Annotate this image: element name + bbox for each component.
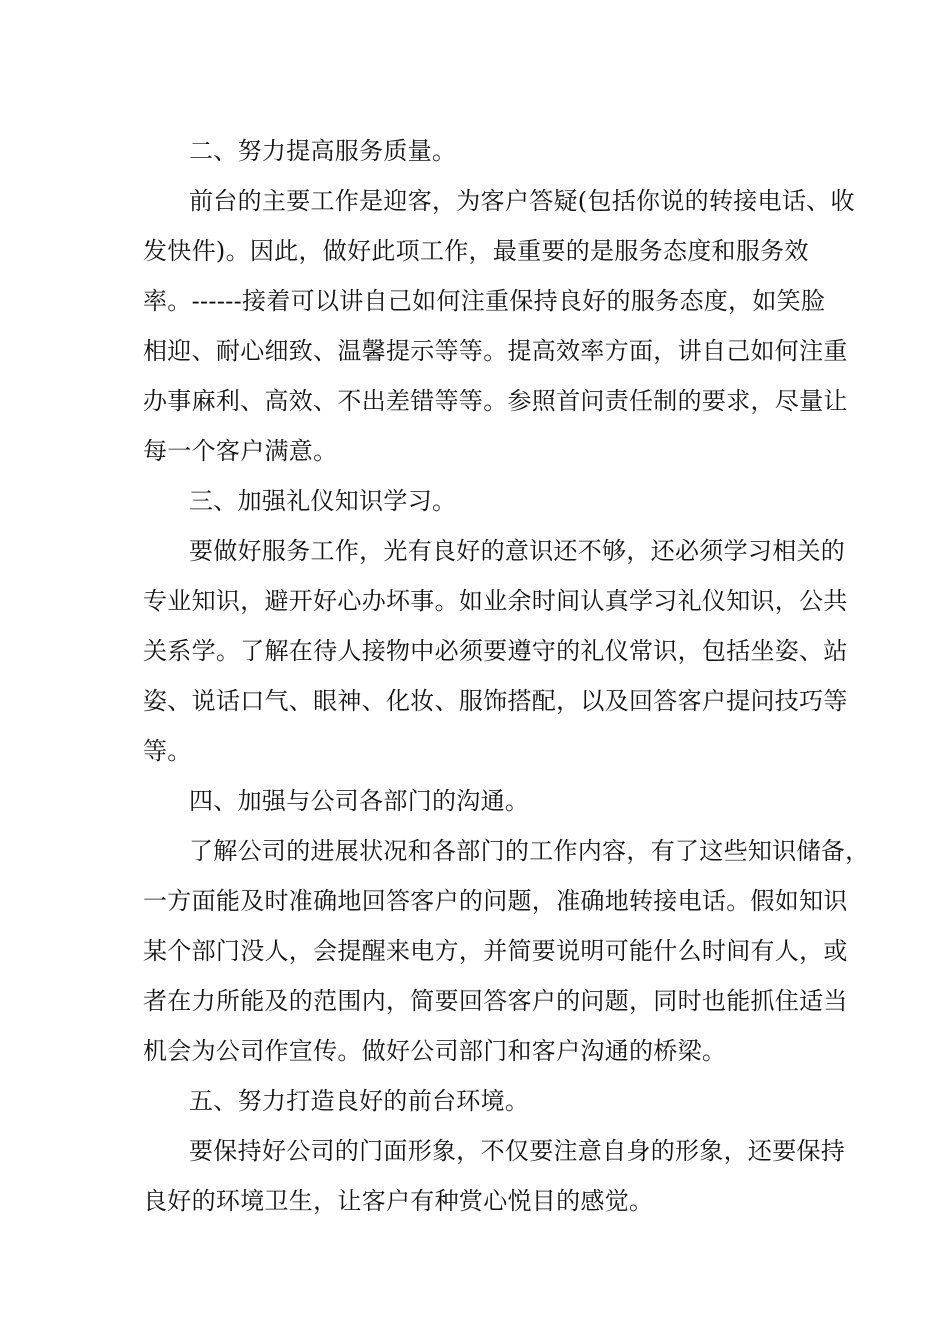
paragraph-line: 关系学。了解在待人接物中必须要遵守的礼仪常识，包括坐姿、站 [143,637,848,665]
paragraph-line: 了解公司的进展状况和各部门的工作内容，有了这些知识储备， [189,837,870,865]
paragraph-line: 每一个客户满意。 [143,437,338,465]
paragraph-line: 一方面能及时准确地回答客户的问题，准确地转接电话。假如知识 [143,887,848,915]
section-heading-2: 二、努力提高服务质量。 [189,137,457,165]
section-heading-4: 四、加强与公司各部门的沟通。 [189,787,530,815]
paragraph-line: 机会为公司作宣传。做好公司部门和客户沟通的桥梁。 [143,1037,727,1065]
paragraph-line: 要做好服务工作，光有良好的意识还不够，还必须学习相关的 [189,537,846,565]
paragraph-line: 良好的环境卫生，让客户有种赏心悦目的感觉。 [143,1187,654,1215]
paragraph-line: 姿、说话口气、眼神、化妆、服饰搭配，以及回答客户提问技巧等 [143,687,848,715]
section-heading-3: 三、加强礼仪知识学习。 [189,487,457,515]
paragraph-line: 某个部门没人，会提醒来电方，并简要说明可能什么时间有人，或 [143,937,848,965]
paragraph-line: 办事麻利、高效、不出差错等等。参照首问责任制的要求，尽量让 [143,387,848,415]
paragraph-line: 专业知识，避开好心办坏事。如业余时间认真学习礼仪知识，公共 [143,587,848,615]
paragraph-line: 相迎、耐心细致、温馨提示等等。提高效率方面，讲自己如何注重 [143,337,848,365]
paragraph-line: 发快件)。因此，做好此项工作，最重要的是服务态度和服务效 [143,237,809,265]
paragraph-line: 要保持好公司的门面形象，不仅要注意自身的形象，还要保持 [189,1137,846,1165]
paragraph-line: 率。------接着可以讲自己如何注重保持良好的服务态度，如笑脸 [143,287,826,315]
paragraph-line: 者在力所能及的范围内，简要回答客户的问题，同时也能抓住适当 [143,987,848,1015]
paragraph-line: 前台的主要工作是迎客，为客户答疑(包括你说的转接电话、收 [189,187,855,215]
section-heading-5: 五、努力打造良好的前台环境。 [189,1087,530,1115]
paragraph-line: 等。 [143,737,192,765]
